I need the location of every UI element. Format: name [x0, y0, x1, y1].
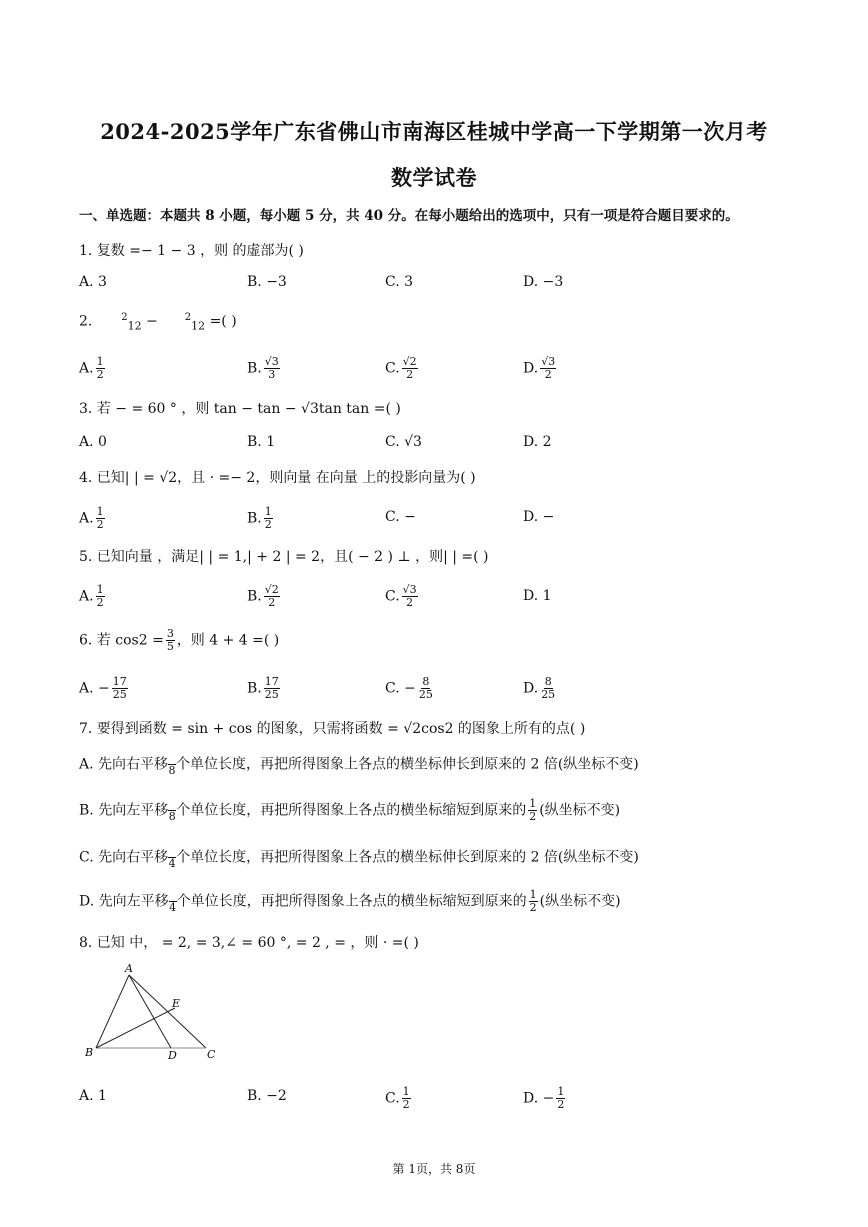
- label-a: A: [125, 962, 133, 975]
- q2-sub-1: 12: [127, 319, 142, 333]
- q2-exp-1: 2: [121, 312, 128, 323]
- question-6-stem: 6. 若 cos2 = $\frac{3}{5}$ ，则 4 + 4 =( ): [79, 627, 280, 653]
- q4-option-a: A. $\frac{1}{2}$: [79, 505, 104, 531]
- label-e: E: [172, 997, 181, 1010]
- q4-option-b: B. $\frac{1}{2}$: [247, 505, 272, 531]
- question-8-options: [79, 1086, 779, 1110]
- exam-title-line2: 数学试卷: [391, 165, 477, 190]
- q2-exp-2: 2: [184, 312, 192, 323]
- q3-option-b: B. 1: [247, 434, 276, 450]
- q6-option-c: C. − $\frac{8}{25}$: [385, 675, 433, 701]
- question-8-stem: 8. 已知 中， = 2, = 3,∠ = 60 °, = 2 , = ，则 · =( ): [79, 935, 419, 951]
- q2-minus: −: [146, 313, 158, 330]
- page-footer: 第 1页，共 8页: [392, 1162, 476, 1176]
- q2-sub-2: 12: [191, 319, 206, 333]
- section-heading-single-choice: 一、单选题：本题共 8 小题，每小题 5 分，共 40 分。在每小题给出的选项中，只有一项是符合题目要求的。: [79, 208, 739, 224]
- q1-option-d: D. −3: [523, 274, 564, 290]
- q2-option-b: B. $\frac{√3}{3}$: [247, 355, 279, 381]
- q8-option-c: C. $\frac{1}{2}$: [385, 1085, 410, 1111]
- q8-option-b: B. −2: [247, 1088, 287, 1104]
- question-1-options: [79, 274, 779, 298]
- q5-option-b: B. $\frac{√2}{2}$: [247, 583, 279, 609]
- q2-option-a: A. $\frac{1}{2}$: [79, 355, 104, 381]
- q3-option-a: A. 0: [79, 434, 107, 450]
- q1-option-b: B. −3: [247, 274, 287, 290]
- q3-option-d: D. 2: [523, 434, 552, 450]
- question-1-stem: 1. 复数 =− 1 − 3 ，则 的虚部为( ): [79, 243, 304, 259]
- question-2-options: [79, 356, 779, 380]
- q6-option-b: B. $\frac{17}{25}$: [247, 675, 279, 701]
- q6-option-d: D. $\frac{8}{25}$: [523, 675, 556, 701]
- question-4-options: [79, 506, 779, 530]
- q6-option-a: A. − $\frac{17}{25}$: [79, 675, 127, 701]
- q7-option-a: A. 先向右平移 8 个单位长度，再把所得图象上各点的横坐标伸长到原来的 2 倍(纵坐标不变): [79, 752, 639, 777]
- exam-title-line1: 2024-2025学年广东省佛山市南海区桂城中学高一下学期第一次月考: [100, 119, 768, 144]
- question-3-options: [79, 434, 779, 458]
- q3-option-c: C. √3: [385, 434, 422, 450]
- question-2-stem: [79, 312, 237, 332]
- q5-option-c: C. $\frac{√3}{2}$: [385, 583, 417, 609]
- q8-option-d: D. − $\frac{1}{2}$: [523, 1085, 565, 1111]
- q2-option-c: C. $\frac{√2}{2}$: [385, 355, 417, 381]
- segment-ab: [96, 975, 129, 1048]
- q7-option-d: D. 先向左平移 4 个单位长度，再把所得图象上各点的横坐标缩短到原来的 $\frac{1}{2}$ (纵坐标不变): [79, 888, 621, 914]
- q7-option-b: B. 先向左平移 8 个单位长度，再把所得图象上各点的横坐标缩短到原来的 $\frac{1}{2}$ (纵坐标不变): [79, 797, 621, 823]
- q2-number: 2.: [79, 313, 93, 330]
- q2-tail: =( ): [209, 313, 237, 330]
- question-5-options: [79, 584, 779, 608]
- question-6-options: [79, 676, 779, 700]
- q2-option-d: D. $\frac{√3}{2}$: [523, 355, 556, 381]
- label-c: C: [207, 1048, 216, 1061]
- q5-option-d: D. 1: [523, 588, 552, 604]
- q6-tail: ，则 4 + 4 =( ): [176, 632, 280, 649]
- label-b: B: [85, 1046, 94, 1059]
- q1-option-a: A. 3: [79, 274, 107, 290]
- q7-option-c: C. 先向右平移 4 个单位长度，再把所得图象上各点的横坐标伸长到原来的 2 倍(纵坐标不变): [79, 845, 639, 870]
- q1-option-c: C. 3: [385, 274, 414, 290]
- question-7-stem: 7. 要得到函数 = sin + cos 的图象，只需将函数 = √2cos2 的图象上所有的点( ): [79, 721, 586, 737]
- triangle-figure: [80, 960, 230, 1066]
- q5-option-a: A. $\frac{1}{2}$: [79, 583, 104, 609]
- question-5-stem: 5. 已知向量 ，满足| | = 1,| + 2 | = 2，且( − 2 ) ⊥ ，则| | =( ): [79, 549, 489, 565]
- q6-pre: 6. 若 cos2 =: [79, 632, 164, 649]
- segment-ad: [129, 975, 171, 1048]
- q4-option-c: C. −: [385, 509, 416, 525]
- q4-option-d: D. −: [523, 509, 555, 525]
- label-d: D: [168, 1049, 177, 1062]
- question-3-stem: 3. 若 − = 60 ° ，则 tan − tan − √3tan tan =( ): [79, 401, 401, 417]
- question-4-stem: 4. 已知| | = √2，且 · =− 2，则向量 在向量 上的投影向量为( ): [79, 470, 476, 486]
- segment-be: [96, 1008, 175, 1048]
- q8-option-a: A. 1: [79, 1088, 107, 1104]
